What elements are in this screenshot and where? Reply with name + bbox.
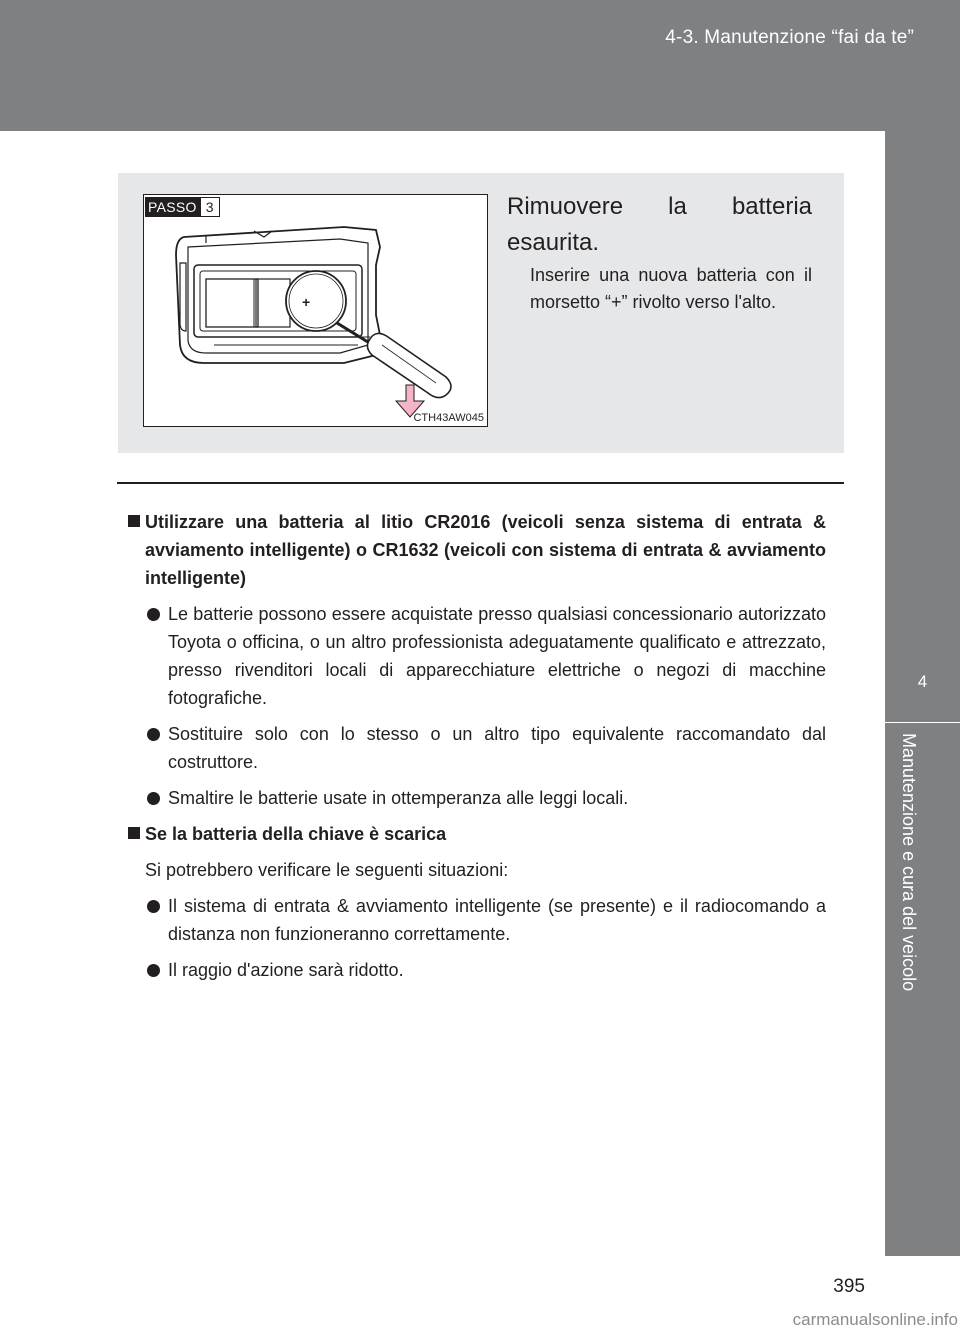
key-battery-drawing — [144, 195, 487, 426]
step-badge-label: PASSO — [145, 197, 200, 217]
circle-bullet-icon — [147, 964, 160, 977]
list-item: Le batterie possono essere acquistate presso qualsiasi concessionario autorizzato Toyota o officina, o un altro professionista adeguatamente qualificato e attrezzato, presso rivenditori locali di apparecchiature elettriche o negozi di macchine fotografiche. — [128, 600, 826, 712]
square-bullet-icon — [128, 515, 140, 527]
coin-battery — [286, 271, 346, 331]
section-title: Utilizzare una batteria al litio CR2016 (veicoli senza sistema di entrata & avviamento intelligente) o CR1632 (veicoli con sistema di entrata & avviamento intelligente) — [128, 508, 826, 592]
circle-bullet-icon — [147, 900, 160, 913]
section-title: Se la batteria della chiave è scarica — [128, 820, 826, 848]
section-intro: Si potrebbero verificare le seguenti situazioni: — [145, 860, 509, 880]
square-bullet-icon — [128, 827, 140, 839]
step-note: Inserire una nuova batteria con il morsetto “+” rivolto verso l'alto. — [530, 265, 812, 312]
plus-mark: + — [302, 294, 311, 310]
chapter-number: 4 — [917, 672, 928, 691]
list-item: Il sistema di entrata & avviamento intelligente (se presente) e il radiocomando a distanza non funzioneranno correttamente. — [128, 892, 826, 948]
list-item: Il raggio d'azione sarà ridotto. — [128, 956, 826, 984]
list-item: Smaltire le batterie usate in ottemperanza alle leggi locali. — [128, 784, 826, 812]
step-illustration — [143, 194, 488, 427]
section-header-title: 4-3. Manutenzione “fai da te” — [665, 27, 914, 48]
illustration-code: CTH43AW045 — [413, 412, 484, 424]
chapter-label: Manutenzione e cura del veicolo — [899, 733, 919, 992]
step-title: Rimuovere la batteria esaurita. — [507, 193, 812, 256]
circle-bullet-icon — [147, 792, 160, 805]
key-clip — [180, 263, 186, 331]
divider-rule — [117, 482, 844, 484]
circle-bullet-icon — [147, 728, 160, 741]
circuit-chip — [206, 279, 258, 327]
header-band — [0, 0, 960, 131]
chapter-side-tab — [885, 131, 960, 1256]
notes-content — [128, 508, 826, 992]
chapter-divider — [885, 722, 960, 723]
list-item: Sostituire solo con lo stesso o un altro tipo equivalente raccomandato dal costruttore. — [128, 720, 826, 776]
step-badge-number: 3 — [200, 197, 220, 217]
circle-bullet-icon — [147, 608, 160, 621]
page-number: 395 — [833, 1276, 865, 1297]
watermark: carmanualsonline.info — [792, 1310, 958, 1329]
